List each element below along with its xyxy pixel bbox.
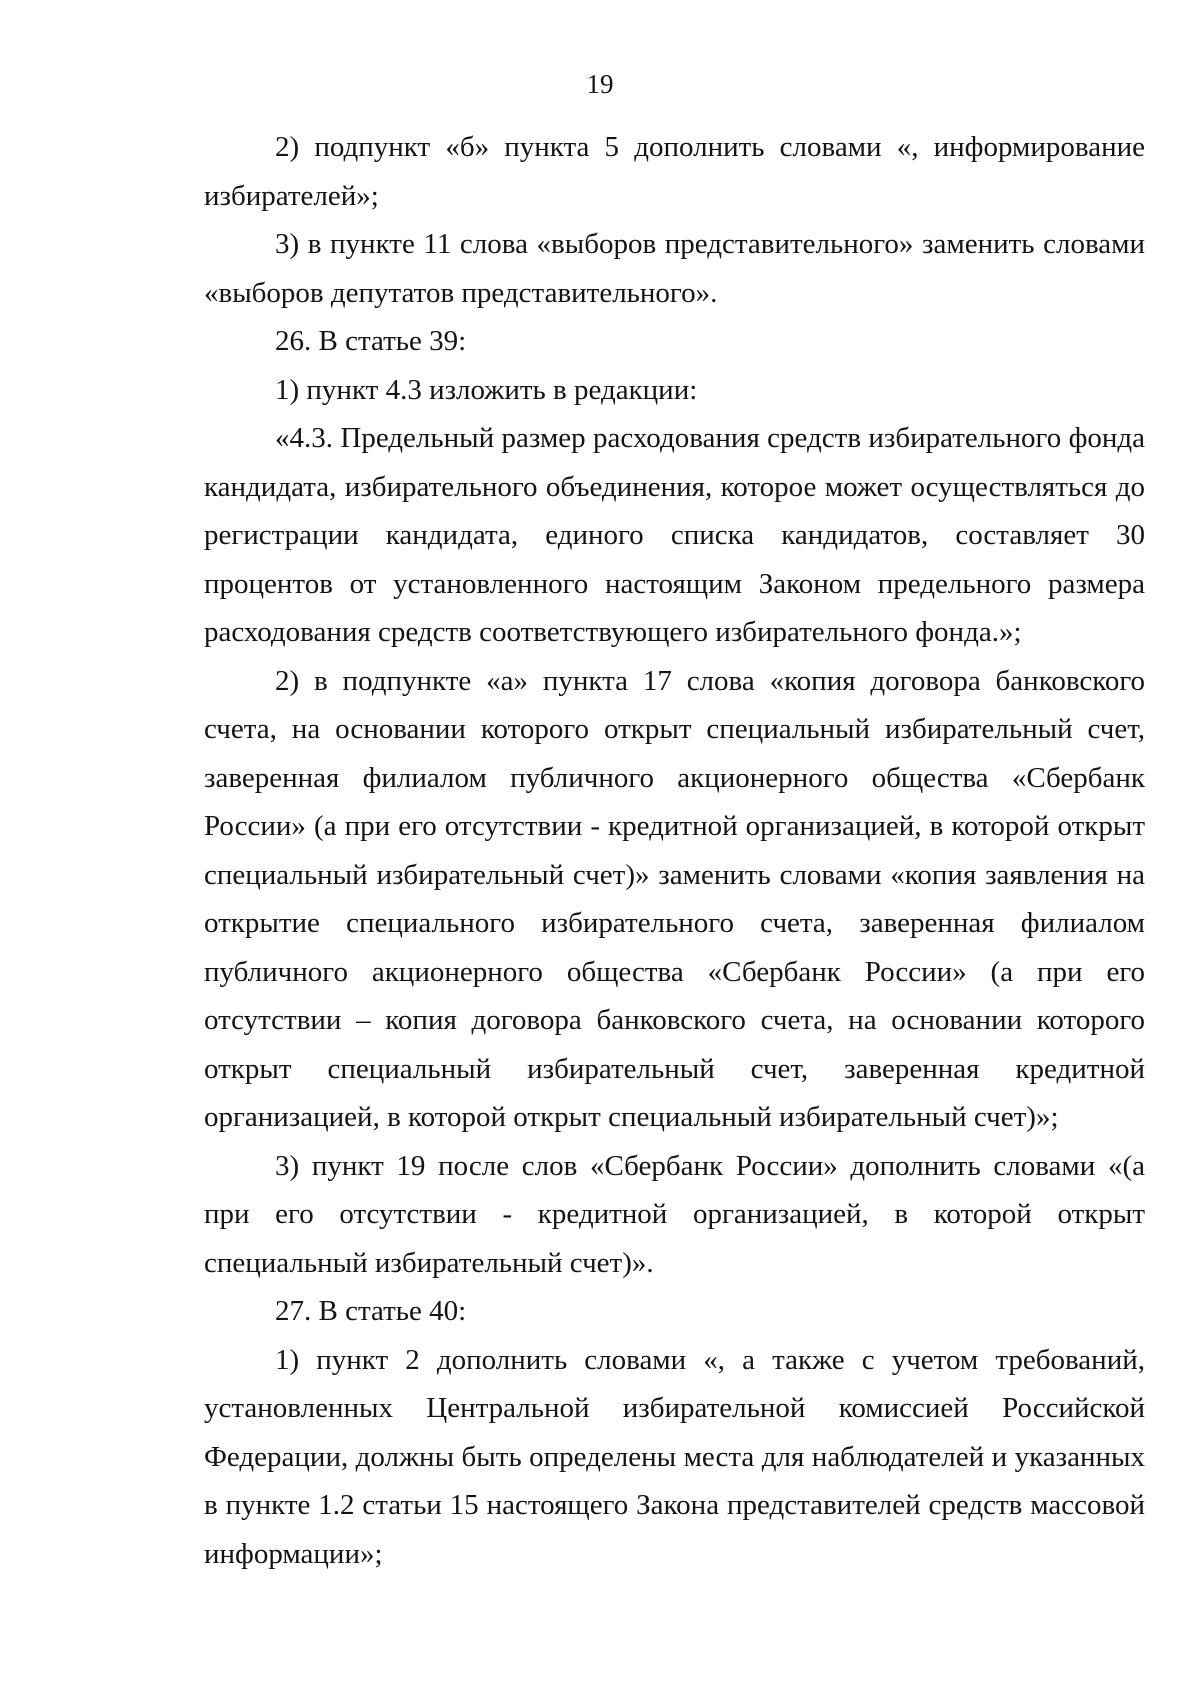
- paragraph-subitem-2-item-5: 2) подпункт «б» пункта 5 дополнить словами «, информирование избирателей»;: [204, 131, 1145, 212]
- paragraph-article-39-item-2: 2) в подпункте «а» пункта 17 слова «копия договора банковского счета, на основании которого открыт специальный избирательный счет, заверенная филиалом публичного акционерного общества «Сбербанк России» (а при его отсутствии - кредитной организацией, в которой открыт специальный избирательный счет)» заменить словами «копия заявления на открытие специального избирательного счета, заверенная филиалом публичного акционерного общества «Сбербанк России» (а при его отсутствии – копия договора банковского счета, на основании которого открыт специальный избирательный счет, заверенная кредитной организацией, в которой открыт специальный избирательный счет)»;: [204, 664, 1145, 1133]
- paragraph-article-40-item-1: 1) пункт 2 дополнить словами «, а также с учетом требований, установленных Центральной избирательной комиссией Российской Федерации, должны быть определены места для наблюдателей и указанных в пункте 1.2 статьи 15 настоящего Закона представителей средств массовой информации»;: [204, 1343, 1145, 1570]
- paragraph-article-39-item-3: 3) пункт 19 после слов «Сбербанк России» дополнить словами «(а при его отсутствии - кредитной организацией, в которой открыт специальный избирательный счет)».: [204, 1149, 1145, 1279]
- document-body: [204, 123, 1145, 1578]
- paragraph-article-40-heading: 27. В статье 40:: [275, 1295, 467, 1327]
- page-number: 19: [586, 69, 614, 99]
- paragraph-article-39-item-1: 1) пункт 4.3 изложить в редакции:: [275, 373, 698, 406]
- paragraph-article-39-heading: 26. В статье 39:: [275, 325, 467, 357]
- paragraph-item-4-3-text: «4.3. Предельный размер расходования средств избирательного фонда кандидата, избирательного объединения, которое может осуществляться до регистрации кандидата, единого списка кандидатов, составляет 30 процентов от установленного настоящим Законом предельного размера расходования средств соответствующего избирательного фонда.»;: [204, 422, 1145, 648]
- paragraph-subitem-3-item-11: 3) в пункте 11 слова «выборов представительного» заменить словами «выборов депутатов представительного».: [204, 228, 1145, 309]
